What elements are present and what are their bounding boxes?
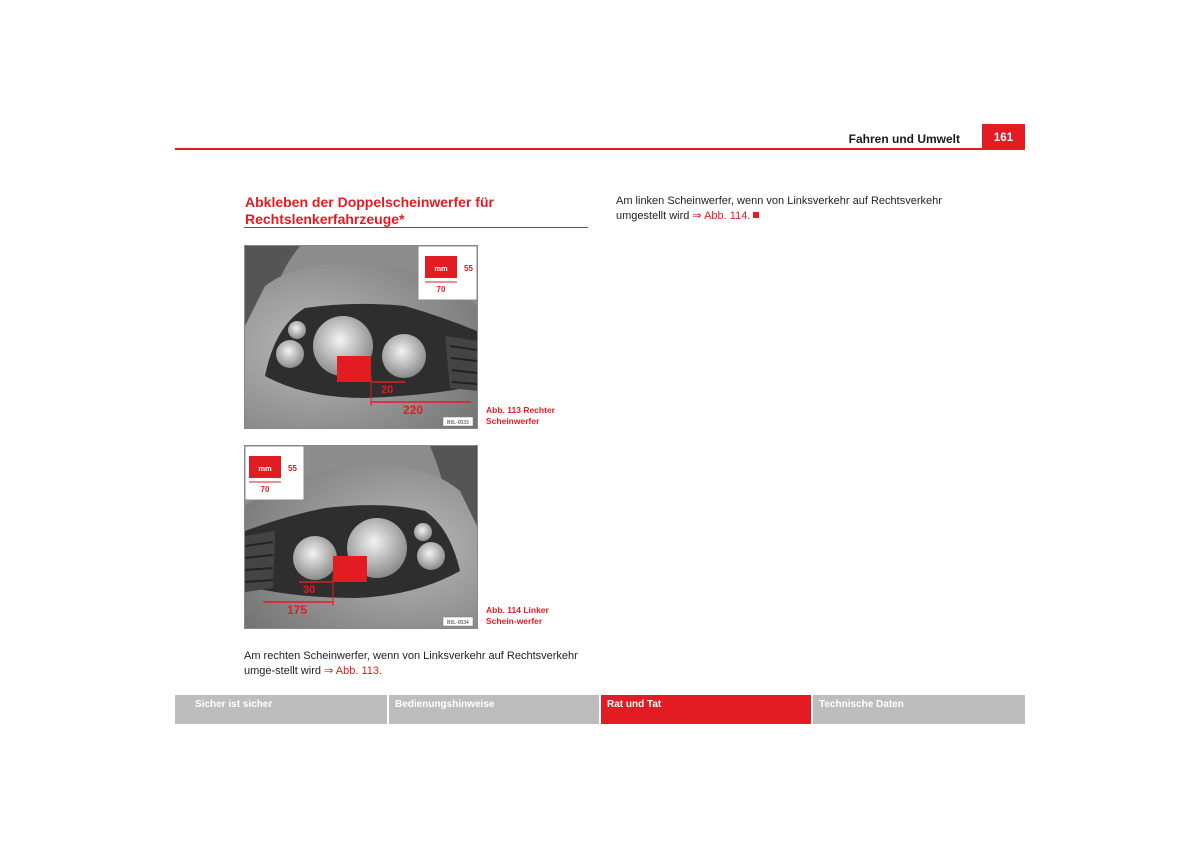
page-number: 161 — [982, 124, 1025, 148]
figure-caption-114: Abb. 114 Linker Schein-werfer — [486, 605, 549, 626]
tab-rat-und-tat[interactable]: Rat und Tat — [601, 695, 811, 724]
paragraph-text: Am rechten Scheinwerfer, wenn von Linksverkehr auf Rechtsverkehr umge-stellt wird — [244, 650, 578, 677]
header-divider — [175, 148, 1025, 150]
badge-width: 70 — [436, 285, 446, 294]
badge-height: 55 — [288, 464, 297, 473]
paragraph-text: Am linken Scheinwerfer, wenn von Linksverkehr auf Rechtsverkehr umgestellt wird — [616, 195, 942, 222]
badge-unit: mm — [258, 464, 272, 473]
badge-unit: mm — [434, 264, 448, 273]
tape-area-2 — [333, 556, 367, 582]
figure-link-114[interactable]: ⇒ Abb. 114. — [692, 210, 751, 222]
figure-code: B6L-0034 — [447, 620, 469, 626]
badge-width: 70 — [260, 485, 270, 494]
end-mark-icon — [753, 212, 759, 218]
figure-caption-113: Abb. 113 Rechter Scheinwerfer — [486, 405, 555, 426]
figure-right-headlight — [244, 245, 478, 429]
dim-inner-label: 20 — [381, 384, 394, 396]
dim-outer-label: 220 — [403, 403, 424, 417]
tab-sicher-ist-sicher[interactable]: Sicher ist sicher — [175, 695, 387, 724]
figure-code: B6L-0033 — [447, 420, 469, 426]
section-divider — [244, 227, 588, 228]
figure-left-headlight — [244, 445, 478, 629]
dim-inner-label: 30 — [303, 584, 316, 596]
tab-technische-daten[interactable]: Technische Daten — [813, 695, 1025, 724]
paragraph-right-headlight — [244, 649, 589, 679]
chapter-title: Fahren und Umwelt — [848, 132, 960, 146]
tape-area-1 — [337, 356, 371, 382]
badge-height: 55 — [464, 264, 473, 273]
paragraph-left-headlight — [616, 194, 976, 224]
tab-bedienungshinweise[interactable]: Bedienungshinweise — [389, 695, 599, 724]
figure-link-113[interactable]: ⇒ Abb. 113. — [324, 665, 383, 677]
dim-outer-label: 175 — [287, 603, 308, 617]
section-heading: Abkleben der Doppelscheinwerfer für Rechtslenkerfahrzeuge* — [245, 194, 494, 227]
